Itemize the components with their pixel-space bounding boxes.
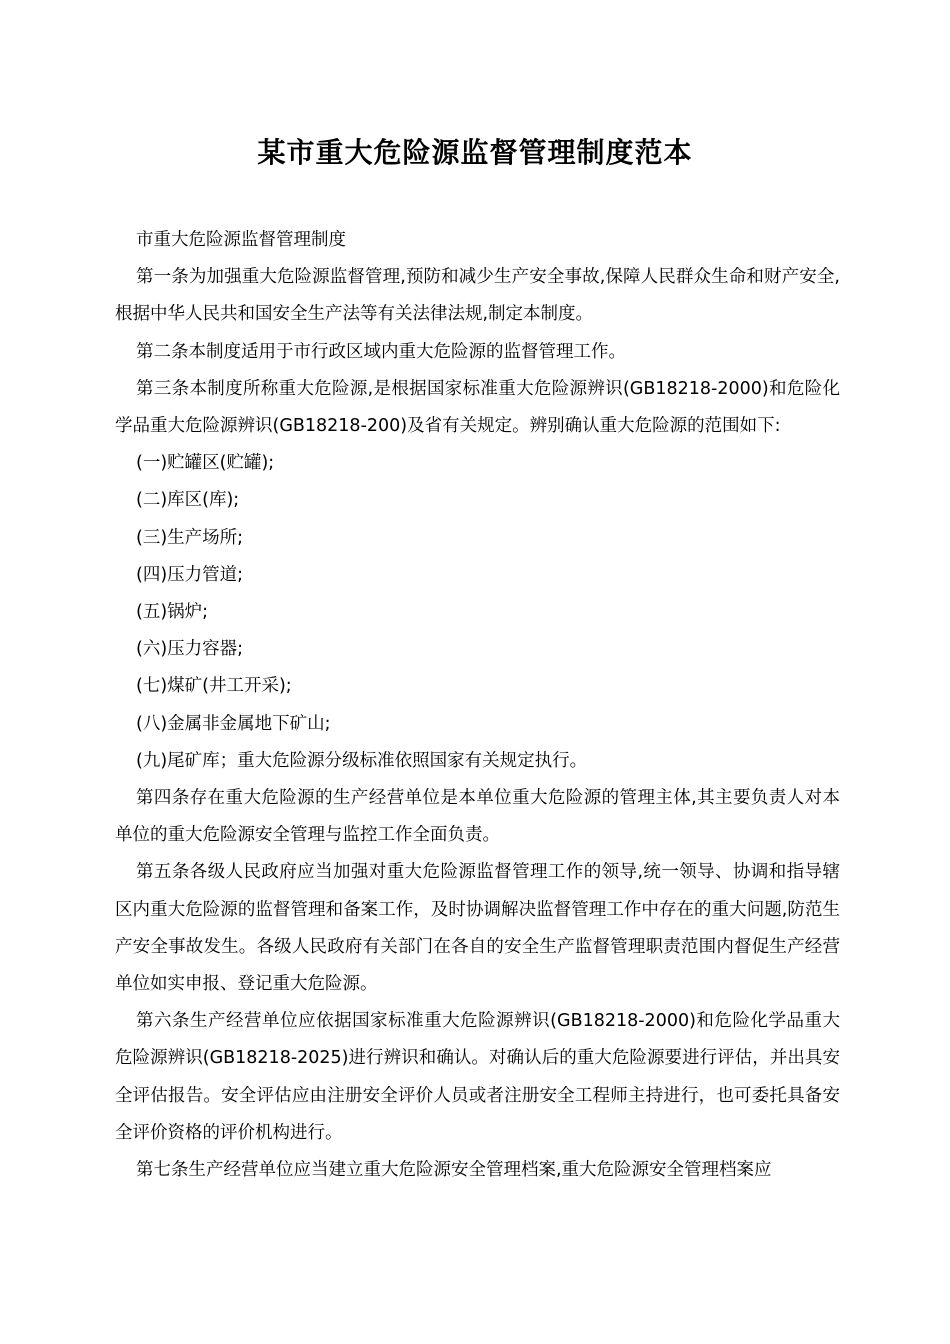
- document-body: [115, 222, 840, 1189]
- paragraph: 第一条为加强重大危险源监督管理,预防和减少生产安全事故,保障人民群众生命和财产安全,根据中华人民共和国安全生产法等有关法律法规,制定本制度。: [115, 267, 840, 325]
- list-item: (九)尾矿库；重大危险源分级标准依照国家有关规定执行。: [136, 750, 588, 771]
- document-title: 某市重大危险源监督管理制度范本: [257, 136, 693, 169]
- paragraph: 第六条生产经营单位应依据国家标准重大危险源辨识(GB18218-2000)和危险化学品重大危险源辨识(GB18218-2025)进行辨识和确认。对确认后的重大危险源要进行评估，并出具安全评估报告。安全评估应由注册安全评价人员或者注册安全工程师主持进行，也可委托具备安全评价资格的评价机构进行。: [115, 1011, 840, 1143]
- list-item: (三)生产场所;: [136, 527, 244, 548]
- list-item: (二)库区(库);: [136, 490, 240, 511]
- paragraph: 第三条本制度所称重大危险源,是根据国家标准重大危险源辨识(GB18218-2000)和危险化学品重大危险源辨识(GB18218-200)及省有关规定。辨别确认重大危险源的范围如下:: [115, 378, 840, 437]
- paragraph: 第二条本制度适用于市行政区域内重大危险源的监督管理工作。: [136, 341, 626, 362]
- list-item: (六)压力容器;: [136, 639, 244, 660]
- paragraph: 第七条生产经营单位应当建立重大危险源安全管理档案,重大危险源安全管理档案应: [136, 1160, 772, 1181]
- list-item: (五)锅炉;: [136, 602, 209, 623]
- list-item: (四)压力管道;: [136, 564, 244, 585]
- paragraph: 第五条各级人民政府应当加强对重大危险源监督管理工作的领导,统一领导、协调和指导辖区内重大危险源的监督管理和备案工作，及时协调解决监督管理工作中存在的重大问题,防范生产安全事故发生。各级人民政府有关部门在各自的安全生产监督管理职责范围内督促生产经营单位如实申报、登记重大危险源。: [115, 862, 840, 995]
- list-item: (一)贮罐区(贮罐);: [136, 453, 275, 474]
- paragraph: 市重大危险源监督管理制度: [136, 230, 346, 250]
- list-item: (八)金属非金属地下矿山;: [136, 713, 331, 734]
- list-item: (七)煤矿(井工开采);: [136, 676, 292, 697]
- paragraph: 第四条存在重大危险源的生产经营单位是本单位重大危险源的管理主体,其主要负责人对本单位的重大危险源安全管理与监控工作全面负责。: [115, 788, 840, 846]
